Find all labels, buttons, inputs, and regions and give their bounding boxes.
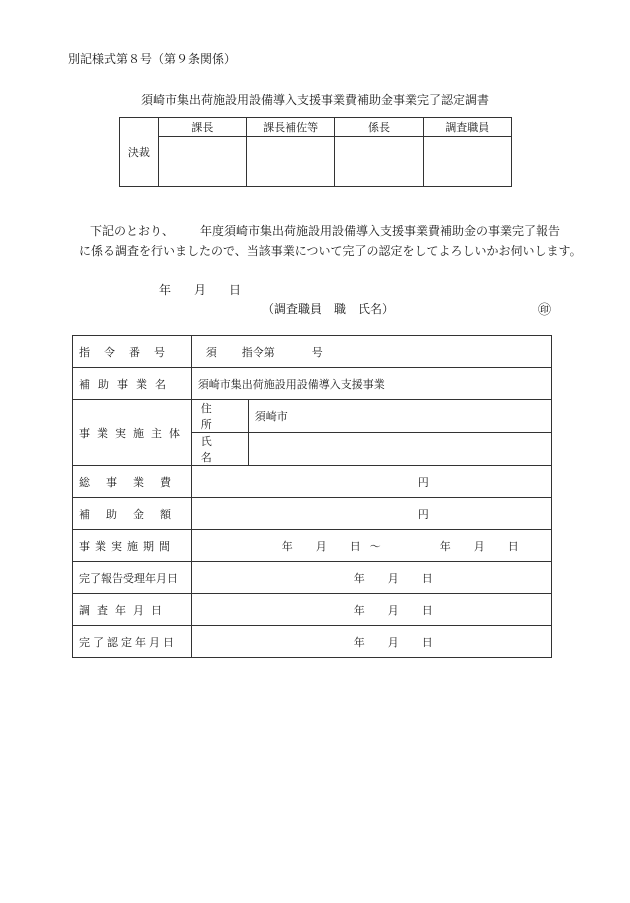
body-line1-prefix: 下記のとおり、 [90,224,175,238]
document-title: 須崎市集出荷施設用設備導入支援事業費補助金事業完了認定調書 [140,93,489,107]
directive-no-label: 指令番号 [79,345,179,359]
subsidy-cell[interactable] [191,498,551,530]
approval-header-deputy-chief: 課長補佐等 [247,118,335,137]
signer-label: （調査職員 職 氏名） [262,302,395,316]
seal-mark: ㊞ [538,303,552,318]
address-value[interactable]: 須崎市 [248,400,551,433]
directive-no-mid: 指令第 [241,346,275,359]
name-label: 氏名 [200,435,226,464]
approval-date-month: 月 [387,636,399,649]
date-year: 年 [159,283,172,297]
approval-stamp-cell[interactable] [335,137,423,187]
address-label: 住所 [200,402,226,431]
subsidy-label: 補助金額 [79,507,187,521]
period-end-year: 年 [439,540,451,553]
body-line1-rest: 年度須崎市集出荷施設用設備導入支援事業費補助金の事業完了報告 [200,224,561,238]
approval-date-year: 年 [353,636,365,649]
survey-date-year: 年 [353,604,365,617]
date-day: 日 [229,283,242,297]
total-cost-cell[interactable] [191,466,551,498]
report-date-cell[interactable] [191,562,551,594]
survey-date-label: 調査年月日 [79,603,169,617]
approval-header-section-chief: 課長 [158,118,246,137]
report-date-label: 完了報告受理年月日 [79,571,178,585]
directive-no-cell[interactable] [191,336,551,368]
approval-label: 決裁 [120,118,159,187]
approval-date-day: 日 [421,636,433,649]
total-cost-unit: 円 [417,476,429,489]
report-date-day: 日 [421,572,433,585]
form-number: 別記様式第８号（第９条関係） [68,52,237,66]
approval-stamp-cell[interactable] [247,137,335,187]
approval-header-inspector: 調査職員 [423,118,511,137]
period-end-day: 日 [507,540,519,553]
main-table [72,335,552,658]
project-name-label: 補助事業名 [79,377,174,391]
subsidy-unit: 円 [417,508,429,521]
period-start-day: 日 [349,540,361,553]
body-line2: に係る調査を行いましたので、当該事業について完了の認定をしてよろしいかお伺いします。 [79,244,582,258]
approval-stamp-cell[interactable] [158,137,246,187]
survey-date-cell[interactable] [191,594,551,626]
implementer-label: 事業実施主体 [79,426,187,440]
report-date-year: 年 [353,572,365,585]
total-cost-label: 総事業費 [79,475,187,489]
survey-date-month: 月 [387,604,399,617]
directive-no-suffix: 号 [311,346,323,359]
approval-header-unit-chief: 係長 [335,118,423,137]
survey-date-day: 日 [421,604,433,617]
approval-date-cell[interactable] [191,626,551,658]
period-start-year: 年 [281,540,293,553]
name-value[interactable] [248,433,551,466]
approval-date-label: 完了認定年月日 [79,635,177,649]
period-label: 事業実施期間 [79,539,175,553]
period-start-month: 月 [315,540,327,553]
report-date-month: 月 [387,572,399,585]
date-month: 月 [194,283,207,297]
period-tilde: 〜 [369,540,381,553]
approval-table [119,117,512,187]
project-name-value: 須崎市集出荷施設用設備導入支援事業 [191,368,551,400]
approval-stamp-cell[interactable] [423,137,511,187]
directive-no-prefix: 須 [205,346,217,359]
period-end-month: 月 [473,540,485,553]
period-cell[interactable] [191,530,551,562]
